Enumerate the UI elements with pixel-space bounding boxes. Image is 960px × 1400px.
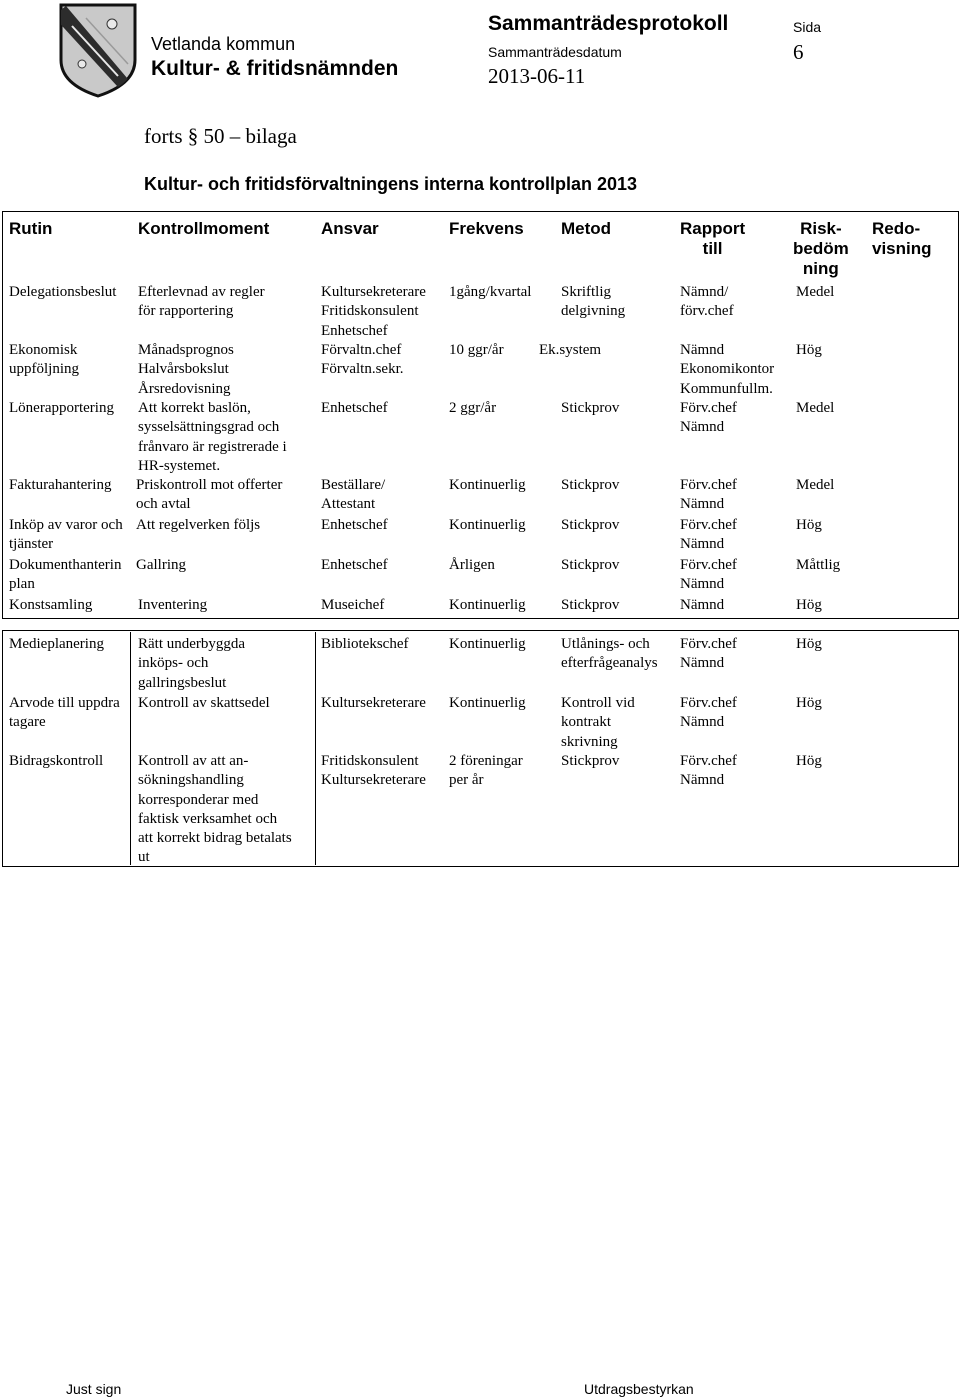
cell-riskbedomning: Hög bbox=[796, 695, 822, 711]
cell-kontrollmoment: Kontroll av skattsedel bbox=[138, 695, 270, 711]
cell-frekvens: 1gång/kvartal bbox=[449, 284, 532, 300]
column-divider bbox=[315, 632, 316, 865]
cell-frekvens: Kontinuerlig bbox=[449, 597, 526, 613]
column-header-riskbedomning: Risk- bedöm ning bbox=[793, 219, 849, 278]
cell-frekvens: Kontinuerlig bbox=[449, 636, 526, 652]
cell-rapport-till: Förv.chef Nämnd bbox=[680, 636, 737, 672]
cell-rapport-till: Förv.chef Nämnd bbox=[680, 400, 737, 436]
municipal-coat-of-arms-logo bbox=[58, 2, 138, 98]
cell-rutin: Medieplanering bbox=[9, 636, 104, 652]
cell-ansvar: Fritidskonsulent Kultursekreterare bbox=[321, 753, 426, 789]
cell-rutin: Lönerapportering bbox=[9, 400, 114, 416]
cell-metod: Stickprov bbox=[561, 597, 620, 613]
cell-kontrollmoment: Kontroll av att an- sökningshandling korresponderar med faktisk verksamhet och att korrekt bidrag betalats ut bbox=[138, 753, 292, 866]
column-header-redovisning: Redo- visning bbox=[872, 219, 932, 258]
cell-rutin: Arvode till uppdra tagare bbox=[9, 695, 120, 731]
cell-metod: Kontroll vid kontrakt skrivning bbox=[561, 695, 635, 750]
cell-ansvar: Kultursekreterare Fritidskonsulent Enhetschef bbox=[321, 284, 426, 339]
column-divider bbox=[130, 632, 131, 865]
cell-ansvar: Bibliotekschef bbox=[321, 636, 409, 652]
cell-kontrollmoment: Efterlevnad av regler för rapportering bbox=[138, 284, 265, 320]
cell-kontrollmoment: Gallring bbox=[136, 557, 186, 573]
cell-kontrollmoment: Rätt underbyggda inköps- och gallringsbeslut bbox=[138, 636, 246, 691]
cell-riskbedomning: Måttlig bbox=[796, 557, 841, 573]
cell-rapport-till: Förv.chef Nämnd bbox=[680, 557, 737, 593]
cell-riskbedomning: Hög bbox=[796, 753, 822, 769]
cell-ansvar: Kultursekreterare bbox=[321, 695, 426, 711]
cell-frekvens: Årligen bbox=[449, 557, 495, 573]
cell-riskbedomning: Medel bbox=[796, 477, 835, 493]
cell-metod: Stickprov bbox=[561, 477, 620, 493]
column-header-metod: Metod bbox=[561, 219, 612, 238]
cell-rutin: Inköp av varor och tjänster bbox=[9, 517, 123, 553]
cell-rapport-till: Nämnd/ förv.chef bbox=[680, 284, 734, 320]
meeting-date: 2013-06-11 bbox=[488, 64, 586, 88]
column-header-kontrollmoment: Kontrollmoment bbox=[138, 219, 270, 238]
cell-kontrollmoment: Månadsprognos Halvårsbokslut Årsredovisning bbox=[138, 342, 234, 397]
cell-ansvar: Museichef bbox=[321, 597, 385, 613]
cell-ansvar: Enhetschef bbox=[321, 400, 388, 416]
cell-ansvar: Enhetschef bbox=[321, 517, 388, 533]
cell-rutin: Delegationsbeslut bbox=[9, 284, 117, 300]
cell-ansvar: Beställare/ Attestant bbox=[321, 477, 386, 513]
signature-label: Just sign bbox=[66, 1381, 122, 1397]
cell-rapport-till: Förv.chef Nämnd bbox=[680, 695, 737, 731]
cell-rapport-till: Nämnd bbox=[680, 597, 725, 613]
meeting-date-label: Sammanträdesdatum bbox=[488, 44, 622, 60]
cell-riskbedomning: Hög bbox=[796, 597, 822, 613]
cell-frekvens: Kontinuerlig bbox=[449, 477, 526, 493]
cell-rapport-till: Förv.chef Nämnd bbox=[680, 517, 737, 553]
cell-ansvar: Förvaltn.chef Förvaltn.sekr. bbox=[321, 342, 404, 378]
cell-metod: Utlånings- och efterfrågeanalys bbox=[561, 636, 658, 672]
committee-name: Kultur- & fritidsnämnden bbox=[151, 57, 399, 80]
cell-rutin: Ekonomisk uppföljning bbox=[9, 342, 79, 378]
organization-name: Vetlanda kommun bbox=[151, 34, 296, 54]
cell-frekvens: 2 ggr/år bbox=[449, 400, 497, 416]
cell-frekvens: 2 föreningar per år bbox=[449, 753, 523, 789]
column-header-frekvens: Frekvens bbox=[449, 219, 524, 238]
cell-rutin: Bidragskontroll bbox=[9, 753, 104, 769]
cell-frekvens: Kontinuerlig bbox=[449, 695, 526, 711]
cell-rutin: Konstsamling bbox=[9, 597, 93, 613]
cell-metod: Ek.system bbox=[539, 342, 602, 358]
cell-riskbedomning: Hög bbox=[796, 636, 822, 652]
column-header-ansvar: Ansvar bbox=[321, 219, 379, 238]
cell-rutin: Fakturahantering bbox=[9, 477, 112, 493]
cell-rapport-till: Förv.chef Nämnd bbox=[680, 477, 737, 513]
cell-riskbedomning: Hög bbox=[796, 517, 822, 533]
cell-kontrollmoment: Priskontroll mot offerter och avtal bbox=[136, 477, 283, 513]
section-continuation: forts § 50 – bilaga bbox=[144, 124, 297, 148]
cell-riskbedomning: Hög bbox=[796, 342, 822, 358]
cell-rutin: Dokumenthanterin plan bbox=[9, 557, 122, 593]
cell-rapport-till: Förv.chef Nämnd bbox=[680, 753, 737, 789]
extract-certification-label: Utdragsbestyrkan bbox=[584, 1381, 694, 1397]
cell-kontrollmoment: Att regelverken följs bbox=[136, 517, 261, 533]
cell-metod: Stickprov bbox=[561, 753, 620, 769]
cell-metod: Stickprov bbox=[561, 517, 620, 533]
page-number: 6 bbox=[793, 40, 804, 64]
cell-riskbedomning: Medel bbox=[796, 400, 835, 416]
document-type: Sammanträdesprotokoll bbox=[488, 12, 729, 35]
plan-title: Kultur- och fritidsförvaltningens interna kontrollplan 2013 bbox=[144, 174, 638, 194]
cell-metod: Stickprov bbox=[561, 400, 620, 416]
column-header-rapport-till: Rapport till bbox=[680, 219, 746, 258]
cell-frekvens: 10 ggr/år bbox=[449, 342, 504, 358]
cell-riskbedomning: Medel bbox=[796, 284, 835, 300]
cell-metod: Stickprov bbox=[561, 557, 620, 573]
cell-frekvens: Kontinuerlig bbox=[449, 517, 526, 533]
cell-kontrollmoment: Inventering bbox=[138, 597, 208, 613]
cell-ansvar: Enhetschef bbox=[321, 557, 388, 573]
page-label: Sida bbox=[793, 19, 822, 35]
cell-rapport-till: Nämnd Ekonomikontor Kommunfullm. bbox=[680, 342, 775, 397]
cell-kontrollmoment: Att korrekt baslön, sysselsättningsgrad och frånvaro är registrerade i HR-systemet. bbox=[138, 400, 287, 474]
cell-metod: Skriftlig delgivning bbox=[561, 284, 626, 320]
column-header-rutin: Rutin bbox=[9, 219, 53, 238]
